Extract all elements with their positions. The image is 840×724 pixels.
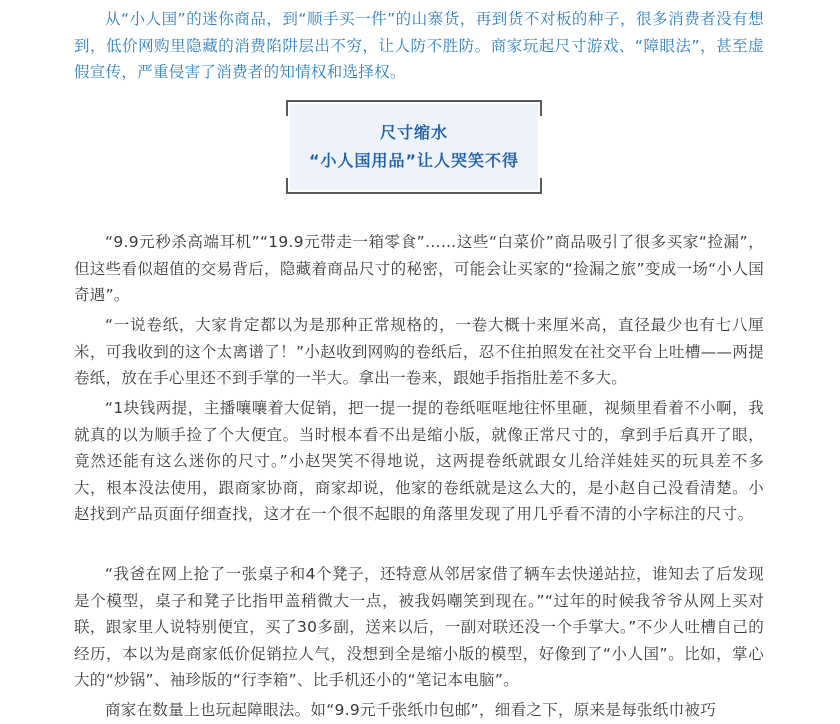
frame-corner bbox=[526, 178, 542, 194]
body-paragraph: “我爸在网上抢了一张桌子和4个凳子，还特意从邻居家借了辆车去快递站拉，谁知去了后发现是个模型，桌子和凳子比指甲盖稍微大一点，被我妈嘲笑到现在。”“过年的时候我爷爷从网上买对联，跟家里人说特别便宜，买了30多副，送来以后，一副对联还没一个手掌大。”不少人吐槽自己的经历，本以为是商家低价促销拉人气，没想到全是缩小版的模型，好像到了“小人国”。比如，掌心大的“炒锅”、袖珍版的“行李箱”、比手机还小的“笔记本电脑”。 bbox=[74, 565, 764, 689]
frame-top-line bbox=[302, 100, 526, 102]
body-paragraph: “一说卷纸，大家肯定都以为是那种正常规格的，一卷大概十来厘米高，直径最少也有七八厘米，可我收到的这个太离谱了！”小赵收到网购的卷纸后，忍不住拍照发在社交平台上吐槽——两提卷纸，放在手心里还不到手掌的一半大。拿出一卷来，跟她手指指肚差不多大。 bbox=[74, 316, 764, 387]
body-paragraph: “9.9元秒杀高端耳机”“19.9元带走一箱零食”……这些“白菜价”商品吸引了很多买家“捡漏”，但这些看似超值的交易背后，隐藏着商品尺寸的秘密，可能会让买家的“捡漏之旅”变成一场“小人国奇遇”。 bbox=[74, 233, 764, 304]
body-paragraph: 商家在数量上也玩起障眼法。如“9.9元千张纸巾包邮”，细看之下，原来是每张纸巾被巧 bbox=[105, 701, 717, 719]
frame-corner bbox=[526, 100, 542, 116]
section-heading-line-2: “小人国用品”让人哭笑不得 bbox=[308, 151, 520, 170]
section-heading-line-1: 尺寸缩水 bbox=[379, 123, 448, 142]
frame-bottom-line bbox=[302, 192, 526, 194]
section-heading-box bbox=[290, 104, 538, 190]
intro-paragraph: 从“小人国”的迷你商品，到“顺手买一件”的山寨货，再到货不对板的种子，很多消费者没有想到，低价网购里隐藏的消费陷阱层出不穷，让人防不胜防。商家玩起尺寸游戏、“障眼法”，甚至虚假宣传，严重侵害了消费者的知情权和选择权。 bbox=[74, 10, 764, 81]
frame-corner bbox=[286, 100, 302, 116]
frame-corner bbox=[286, 178, 302, 194]
body-paragraph: “1块钱两提，主播嚷嚷着大促销，把一提一提的卷纸哐哐地往怀里砸，视频里看着不小啊，我就真的以为顺手捡了个大便宜。当时根本看不出是缩小版，就像正常尺寸的，拿到手后真开了眼，竟然还能有这么迷你的尺寸。”小赵哭笑不得地说，这两提卷纸就跟女儿给洋娃娃买的玩具差不多大，根本没法使用，跟商家协商，商家却说，他家的卷纸就是这么大的，是小赵自己没看清楚。小赵找到产品页面仔细查找，这才在一个很不起眼的角落里发现了用几乎看不清的小字标注的尺寸。 bbox=[74, 399, 764, 523]
